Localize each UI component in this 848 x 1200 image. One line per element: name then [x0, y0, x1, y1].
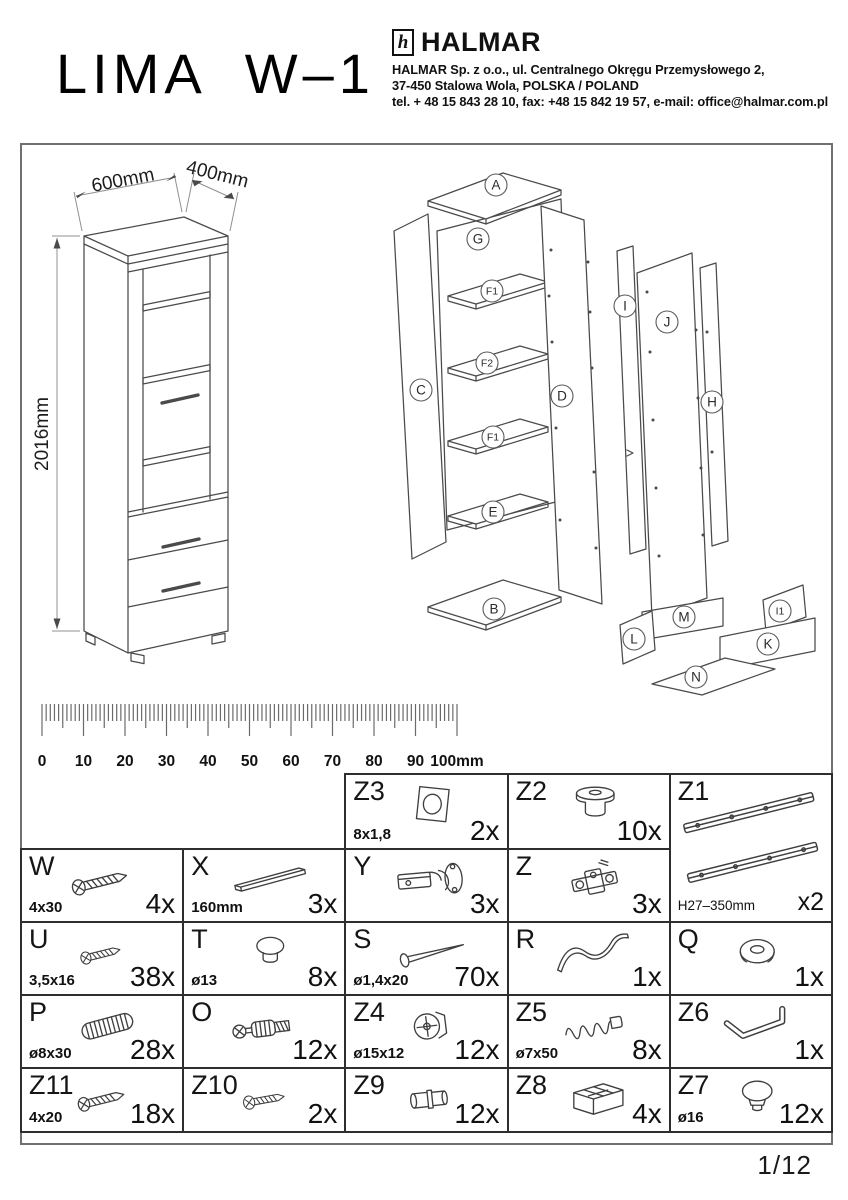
- part-qty: x2: [797, 888, 824, 916]
- part-cell-z11: [21, 1068, 183, 1132]
- part-id: Z9: [353, 1070, 385, 1100]
- part-cell-p: [21, 995, 183, 1068]
- part-qty: 1x: [794, 961, 824, 992]
- svg-text:40: 40: [199, 753, 217, 770]
- svg-text:90: 90: [406, 753, 425, 770]
- part-qty: 8x: [307, 961, 338, 992]
- label-f1: F1: [486, 431, 500, 444]
- brand-name: HALMAR: [421, 27, 541, 57]
- part-id: Z7: [677, 1070, 710, 1100]
- part-qty: 4x: [632, 1098, 662, 1129]
- scale-ruler: [30, 698, 500, 773]
- width-dimension: 600mm: [89, 164, 157, 197]
- part-id: Y: [353, 851, 372, 881]
- part-qty: 1x: [794, 1034, 824, 1065]
- part-spec: ø7x50: [515, 1045, 559, 1062]
- part-id: Z3: [353, 776, 385, 806]
- part-id: X: [191, 851, 210, 881]
- part-cell-z3: [345, 774, 507, 849]
- svg-text:80: 80: [365, 753, 383, 770]
- part-id: Z5: [515, 997, 548, 1027]
- label-i1: I1: [775, 605, 785, 618]
- part-cell-r: [508, 922, 670, 995]
- part-spec: 3,5x16: [29, 972, 75, 989]
- part-spec: 8x1,8: [353, 826, 391, 843]
- part-qty: 3x: [469, 888, 500, 919]
- svg-text:100mm: 100mm: [430, 753, 484, 770]
- svg-text:0: 0: [37, 753, 47, 770]
- company-block: [392, 27, 832, 109]
- page-title: LIMA W–1: [56, 42, 375, 105]
- label-g: G: [472, 231, 484, 247]
- part-cell-w: [21, 849, 183, 922]
- part-cell-q: [670, 922, 832, 995]
- part-cell-z5: [508, 995, 670, 1068]
- halmar-logo-icon: h: [392, 29, 414, 56]
- label-h: H: [707, 394, 717, 410]
- part-cell-z4: [345, 995, 507, 1068]
- svg-text:30: 30: [157, 753, 176, 770]
- contact-line: tel. + 48 15 843 28 10, fax: +48 15 842 19 57, e-mail: office@halmar.com.pl: [392, 93, 829, 109]
- part-spec: 4x30: [29, 899, 63, 916]
- label-d: D: [557, 388, 567, 404]
- part-qty: 12x: [454, 1098, 500, 1129]
- part-spec: ø16: [677, 1109, 704, 1126]
- label-f1: F1: [485, 285, 499, 298]
- page-number: 1/12: [757, 1150, 812, 1180]
- address-line: 37-450 Stalowa Wola, POLSKA / POLAND: [392, 77, 639, 93]
- label-i: I: [623, 298, 627, 314]
- part-qty: 12x: [778, 1098, 824, 1129]
- label-l: L: [630, 631, 638, 647]
- part-cell-y: [345, 849, 507, 922]
- part-id: U: [29, 924, 49, 954]
- part-cell-z: [508, 849, 670, 922]
- part-qty: 4x: [145, 888, 176, 919]
- label-f2: F2: [480, 357, 494, 370]
- part-qty: 28x: [130, 1034, 176, 1065]
- label-c: C: [416, 382, 426, 398]
- label-n: N: [691, 669, 701, 685]
- label-m: M: [678, 609, 690, 625]
- technical-drawing: [20, 143, 833, 698]
- part-cell-o: [183, 995, 345, 1068]
- part-qty: 12x: [292, 1034, 338, 1065]
- part-spec: ø8x30: [29, 1045, 72, 1062]
- part-id: Z10: [191, 1070, 238, 1100]
- part-id: Q: [677, 924, 699, 954]
- part-qty: 3x: [632, 888, 662, 919]
- part-cell-z1: [670, 774, 832, 922]
- part-qty: 70x: [454, 961, 500, 992]
- part-cell-z7: [670, 1068, 832, 1132]
- part-qty: 18x: [130, 1098, 176, 1129]
- part-cell-s: [345, 922, 507, 995]
- label-j: J: [663, 314, 671, 330]
- svg-text:50: 50: [240, 753, 259, 770]
- part-id: Z6: [677, 997, 710, 1027]
- part-id: Z1: [677, 776, 710, 806]
- part-spec: ø1,4x20: [353, 972, 409, 989]
- part-id: Z: [515, 851, 533, 881]
- part-spec: ø15x12: [353, 1045, 405, 1062]
- part-id: Z2: [515, 776, 548, 806]
- part-spec: 160mm: [191, 899, 243, 916]
- part-qty: 1x: [632, 961, 662, 992]
- part-qty: 3x: [307, 888, 338, 919]
- part-spec: H27–350mm: [677, 898, 756, 913]
- assembled-cabinet-drawing: [84, 217, 228, 664]
- part-cell-t: [183, 922, 345, 995]
- exploded-view-drawing: [394, 173, 815, 695]
- part-spec: ø13: [191, 972, 218, 989]
- part-qty: 10x: [616, 815, 662, 846]
- label-k: K: [763, 636, 773, 652]
- height-dimension: 2016mm: [32, 397, 53, 471]
- label-e: E: [488, 504, 498, 520]
- part-id: R: [515, 924, 536, 954]
- part-qty: 8x: [632, 1034, 662, 1065]
- label-b: B: [489, 601, 499, 617]
- part-id: Z8: [515, 1070, 548, 1100]
- part-id: S: [353, 924, 372, 954]
- part-id: O: [191, 997, 213, 1027]
- part-id: P: [29, 997, 48, 1027]
- part-id: T: [191, 924, 208, 954]
- part-cell-x: [183, 849, 345, 922]
- part-cell-u: [21, 922, 183, 995]
- depth-dimension: 400mm: [184, 156, 251, 193]
- cabinet-dimensions: [32, 157, 251, 631]
- part-cell-z8: [508, 1068, 670, 1132]
- ruler-ticks: [38, 704, 484, 770]
- part-cell-z9: [345, 1068, 507, 1132]
- part-cell-z6: [670, 995, 832, 1068]
- part-id: Z11: [29, 1070, 74, 1100]
- part-qty: 2x: [469, 815, 500, 846]
- part-qty: 38x: [130, 961, 176, 992]
- part-cell-z10: [183, 1068, 345, 1132]
- label-a: A: [491, 177, 501, 193]
- part-spec: 4x20: [29, 1109, 63, 1126]
- parts-table: [20, 773, 833, 1133]
- svg-text:20: 20: [116, 753, 134, 770]
- svg-text:70: 70: [323, 753, 342, 770]
- address-line: HALMAR Sp. z o.o., ul. Centralnego Okręgu Przemysłowego 2,: [392, 62, 765, 77]
- part-qty: 2x: [307, 1098, 338, 1129]
- part-id: Z4: [353, 997, 385, 1027]
- table-spacer: [21, 774, 345, 849]
- svg-text:60: 60: [282, 753, 300, 770]
- part-qty: 12x: [454, 1034, 500, 1065]
- part-cell-z2: [508, 774, 670, 849]
- svg-text:10: 10: [74, 753, 93, 770]
- drawer-slides-icon: [675, 780, 827, 890]
- part-id: W: [29, 851, 55, 881]
